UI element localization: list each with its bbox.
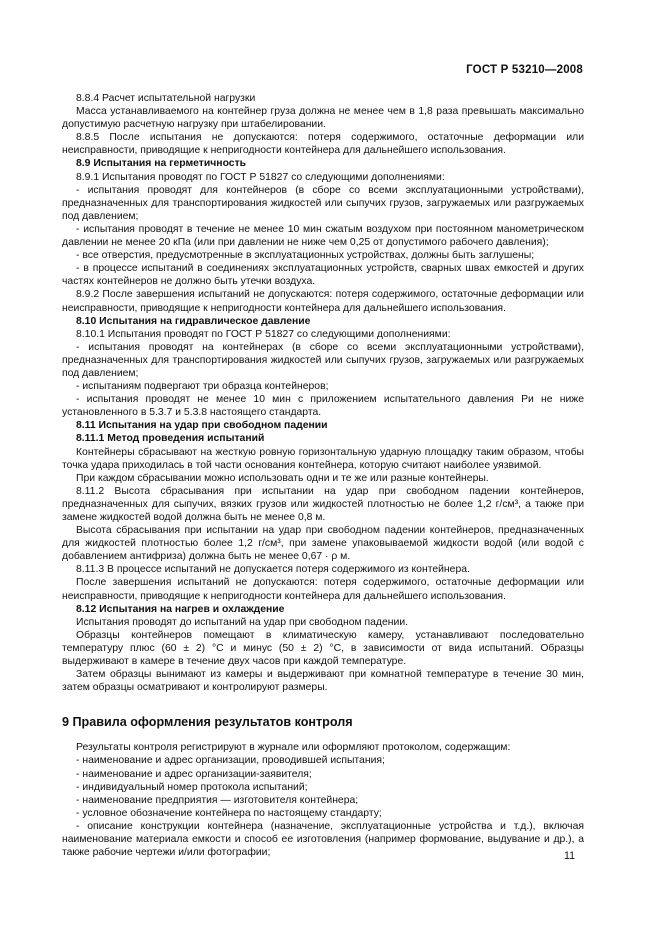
paragraph: - испытания проводят не менее 10 мин с приложением испытательного давления Pи не ниже установленного в 5.3.7 и 5.3.8 настоящего стандарта. — [62, 394, 584, 419]
paragraph: 8.11.2 Высота сбрасывания при испытании на удар при свободном падении контейнеров, предназначенных для сыпучих, вязких грузов или жидкостей плотностью не более 1,2 г/см³, а также при замене жидкостей водой должна быть не менее 0,8 м. — [62, 485, 584, 523]
paragraph: - испытания проводят в течение не менее 10 мин сжатым воздухом при постоянном манометрическом давлении не менее 20 кПа (или при давлении не ниже чем 0,25 от допустимого рабочего давления); — [62, 223, 584, 249]
paragraph: Образцы контейнеров помещают в климатическую камеру, устанавливают последовательно температуру плюс (60 ± 2) °С и минус (50 ± 2) °С, в зависимости от вида испытаний. Образцы выдерживают в камере в течение двух часов при каждой температуре. — [62, 629, 584, 668]
section-heading: 8.11 Испытания на удар при свободном падении — [76, 420, 328, 432]
paragraph: - условное обозначение контейнера по настоящему стандарту; — [76, 807, 382, 819]
paragraph: Контейнеры сбрасывают на жесткую ровную горизонтальную ударную площадку таким образом, чтобы точка удара приходилась в той части основания контейнера, которую считают наиболее уязвимой. — [62, 446, 584, 471]
paragraph: - индивидуальный номер протокола испытаний; — [76, 781, 308, 793]
paragraph: 8.8.4 Расчет испытательной нагрузки — [76, 93, 256, 104]
paragraph: - испытания проводят на контейнерах (в сборе со всеми эксплуатационными устройствами), предназначенных для транспортирования жидкостей или сыпучих грузов, загружаемых или разгружаемых под давлением; — [62, 341, 584, 379]
paragraph: - испытаниям подвергают три образца контейнеров; — [76, 381, 329, 393]
paragraph: 8.10.1 Испытания проводят по ГОСТ Р 51827 со следующими дополнениями: — [76, 328, 451, 340]
section-heading: 9 Правила оформления результатов контроля — [62, 715, 353, 730]
paragraph: - наименование и адрес организации-заявителя; — [76, 768, 312, 780]
paragraph: - наименование предприятия — изготовителя контейнера; — [76, 794, 359, 806]
paragraph: После завершения испытаний не допускаются: потеря содержимого, остаточные деформации или неисправности, приводящие к непригодности контейнера для дальнейшего использования. — [62, 577, 584, 602]
paragraph: 8.8.5 После испытания не допускаются: потеря содержимого, остаточные деформации или неисправности, приводящие к непригодности контейнера для дальнейшего использования. — [62, 132, 584, 157]
paragraph: - все отверстия, предусмотренные в эксплуатационных устройствах, должны быть заглушены; — [76, 250, 535, 262]
paragraph: Испытания проводят до испытаний на удар при свободном падении. — [76, 616, 409, 628]
paragraph: Масса устанавливаемого на контейнер груза должна не менее чем в 1,8 раза превышать максимально допустимую расчетную нагрузку при штабелировании. — [62, 106, 584, 131]
section-heading: 8.11.1 Метод проведения испытаний — [76, 433, 265, 445]
document-body — [62, 92, 584, 859]
paragraph: Высота сбрасывания при испытании на удар при свободном падении контейнеров, предназначенных для жидкостей плотностью более 1,2 г/см³, при замене упаковываемой жидкости водой (или водой с добавлением антифриза) должна быть не менее 0,67 · ρ м. — [62, 525, 584, 563]
paragraph: - описание конструкции контейнера (назначение, эксплуатационные устройства и т.д.), включая наименование материала емкости и способ ее изготовления (например формование, выдувание и др.), а также рабочие чертежи и/или фотографии; — [62, 820, 584, 859]
section-heading: 8.9 Испытания на герметичность — [76, 158, 247, 170]
paragraph: 8.9.2 После завершения испытаний не допускаются: потеря содержимого, остаточные деформации или неисправности, приводящие к непригодности контейнера для дальнейшего использования. — [62, 289, 584, 314]
page-number: 11 — [564, 850, 575, 862]
paragraph: При каждом сбрасывании можно использовать одни и те же или разные контейнеры. — [76, 472, 489, 484]
paragraph: Результаты контроля регистрируют в журнале или оформляют протоколом, содержащим: — [76, 742, 511, 754]
section-heading: 8.10 Испытания на гидравлическое давление — [76, 315, 311, 327]
section-heading: 8.12 Испытания на нагрев и охлаждение — [76, 603, 285, 615]
paragraph: - в процессе испытаний в соединениях эксплуатационных устройств, сварных швах емкостей и других частях контейнеров не должно быть утечки воздуха. — [62, 263, 584, 288]
paragraph: Затем образцы вынимают из камеры и выдерживают при комнатной температуре в течение 30 мин, затем образцы осматривают и контролируют размеры. — [62, 669, 584, 694]
paragraph: 8.11.3 В процессе испытаний не допускается потеря содержимого из контейнера. — [76, 564, 470, 576]
document-code-header: ГОСТ Р 53210—2008 — [466, 64, 583, 76]
paragraph: 8.9.1 Испытания проводят по ГОСТ Р 51827 со следующими дополнениями: — [76, 171, 445, 183]
paragraph: - испытания проводят для контейнеров (в сборе со всеми эксплуатационными устройствами), предназначенных для транспортирования жидкостей или сыпучих грузов, загружаемых или разгружаемых под давлением; — [62, 184, 584, 222]
paragraph: - наименование и адрес организации, проводившей испытания; — [76, 755, 385, 767]
